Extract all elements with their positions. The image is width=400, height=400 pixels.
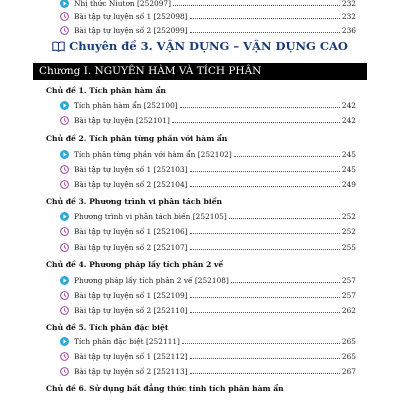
toc-entry-title: Bài tập tự luyện số 1 [252098] (74, 12, 188, 21)
leader-dots (172, 122, 340, 123)
practice-icon (60, 291, 69, 300)
toc-entry-page: 252 (341, 212, 356, 221)
leader-dots (190, 233, 340, 234)
toc-entry-page: 267 (341, 367, 356, 376)
toc-entry-page: 257 (341, 276, 356, 285)
leader-dots (190, 171, 340, 172)
toc-entry-title: Phương trình vi phân tách biến [252105] (74, 212, 227, 221)
toc-entry-page: 242 (341, 116, 356, 125)
toc-entry-title: Bài tập tự luyện số 2 [252110] (74, 306, 188, 315)
toc-entry-video[interactable] (60, 210, 356, 223)
open-book-icon (52, 41, 65, 52)
leader-dots (180, 107, 340, 108)
practice-icon (60, 180, 69, 189)
leader-dots (190, 18, 340, 19)
practice-icon (60, 306, 69, 315)
toc-entry-practice[interactable] (60, 225, 356, 238)
toc-entry-title: Tích phân từng phần với hàm ẩn [252102] (74, 150, 232, 159)
toc-entry-video[interactable] (60, 335, 356, 348)
toc-entry-page: 232 (341, 12, 356, 21)
toc-entry-title: Bài tập tự luyện số 2 [252113] (74, 367, 188, 376)
topic-heading[interactable]: Chủ đề 1. Tích phân hàm ẩn (46, 86, 166, 95)
toc-entry-page: 242 (341, 101, 356, 110)
part-heading (0, 39, 400, 53)
play-icon (60, 0, 69, 8)
practice-icon (60, 165, 69, 174)
practice-icon (60, 116, 69, 125)
toc-entry-practice[interactable] (60, 163, 356, 176)
practice-icon (60, 352, 69, 361)
toc-entry-page: 232 (341, 0, 356, 8)
leader-dots (190, 32, 340, 33)
part-title: Chuyên đề 3. VẬN DỤNG – VẬN DỤNG CAO (69, 39, 348, 53)
toc-entry-title: Tích phân đặc biệt [252111] (74, 337, 180, 346)
toc-entry-title: Bài tập tự luyện [252101] (74, 116, 170, 125)
toc-entry-practice[interactable] (60, 178, 356, 191)
play-icon (60, 337, 69, 346)
toc-entry-title: Bài tập tự luyện số 1 [252106] (74, 227, 188, 236)
leader-dots (190, 249, 340, 250)
toc-entry-practice[interactable] (60, 114, 356, 127)
toc-entry-practice[interactable] (60, 241, 356, 254)
leader-dots (190, 186, 340, 187)
toc-entry-page: 265 (341, 337, 356, 346)
play-icon (60, 150, 69, 159)
toc-entry-page: 236 (341, 26, 356, 35)
toc-entry-page: 245 (341, 165, 356, 174)
toc-entry-page: 265 (341, 352, 356, 361)
toc-entry-title: Bài tập tự luyện số 1 [252109] (74, 291, 188, 300)
leader-dots (190, 297, 340, 298)
leader-dots (229, 218, 340, 219)
topic-heading[interactable]: Chủ đề 2. Tích phân từng phần với hàm ẩn (46, 134, 228, 143)
leader-dots (231, 282, 340, 283)
toc-entry-title: Phương pháp lấy tích phân 2 vế [252108] (74, 276, 229, 285)
toc-entry-page: 252 (341, 227, 356, 236)
toc-entry-title: Bài tập tự luyện số 2 [252107] (74, 243, 188, 252)
leader-dots (182, 343, 340, 344)
chapter-heading (33, 63, 367, 80)
toc-entry-practice[interactable] (60, 24, 356, 37)
toc-entry-title: Bài tập tự luyện số 2 [252104] (74, 180, 188, 189)
toc-entry-page: 262 (341, 306, 356, 315)
toc-entry-practice[interactable] (60, 10, 356, 23)
leader-dots (173, 5, 340, 6)
play-icon (60, 101, 69, 110)
toc-entry-practice[interactable] (60, 289, 356, 302)
practice-icon (60, 12, 69, 21)
toc-entry-page: 255 (341, 243, 356, 252)
topic-heading[interactable]: Chủ đề 4. Phương pháp lấy tích phân 2 vế (46, 260, 224, 269)
topic-heading[interactable]: Chủ đề 6. Sử dụng bất đẳng thức tính tích phân hàm ẩn (46, 384, 284, 393)
practice-icon (60, 243, 69, 252)
play-icon (60, 212, 69, 221)
toc-entry-video[interactable] (60, 99, 356, 112)
toc-entry-practice[interactable] (60, 365, 356, 378)
leader-dots (190, 373, 340, 374)
toc-entry-title: Tích phân hàm ẩn [252100] (74, 101, 178, 110)
toc-entry-page: 257 (341, 291, 356, 300)
practice-icon (60, 367, 69, 376)
toc-entry-title: Bài tập tự luyện số 1 [252103] (74, 165, 188, 174)
toc-entry-page: 249 (341, 180, 356, 189)
chapter-title: Chương I. NGUYÊN HÀM VÀ TÍCH PHÂN (39, 65, 262, 77)
leader-dots (234, 156, 340, 157)
leader-dots (190, 312, 340, 313)
toc-entry-video[interactable] (60, 274, 356, 287)
toc-entry-title: Bài tập tự luyện số 1 [252112] (74, 352, 188, 361)
practice-icon (60, 26, 69, 35)
toc-entry-video[interactable] (60, 0, 356, 10)
toc-entry-practice[interactable] (60, 350, 356, 363)
toc-entry-title: Nhị thức Niutơn [252097] (74, 0, 172, 8)
topic-heading[interactable]: Chủ đề 3. Phương trình vi phân tách biến (46, 197, 223, 206)
toc-entry-video[interactable] (60, 148, 356, 161)
toc-entry-page: 245 (341, 150, 356, 159)
play-icon (60, 276, 69, 285)
toc-entry-title: Bài tập tự luyện số 2 [252099] (74, 26, 188, 35)
practice-icon (60, 227, 69, 236)
leader-dots (190, 358, 340, 359)
topic-heading[interactable]: Chủ đề 5. Tích phân đặc biệt (46, 323, 169, 332)
toc-entry-practice[interactable] (60, 304, 356, 317)
